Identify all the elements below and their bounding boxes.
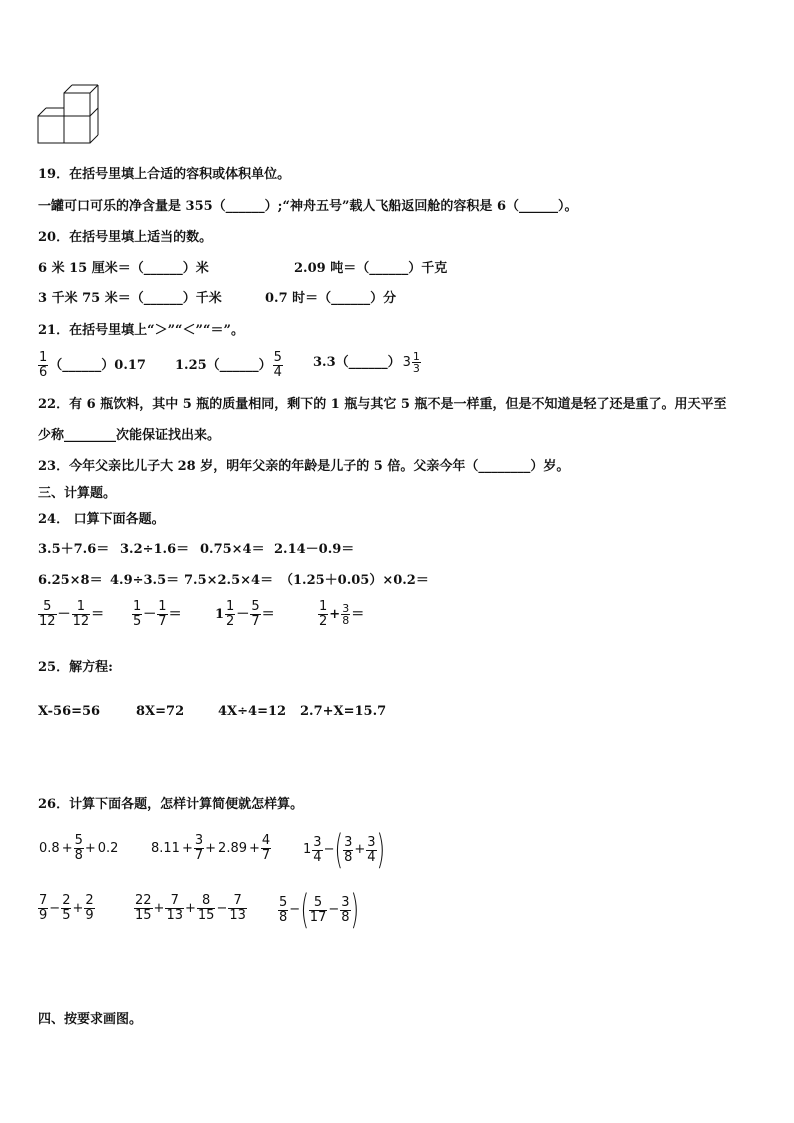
q26-title: 26．计算下面各题，怎样计算简便就怎样算。: [38, 797, 304, 812]
q20-item-b: 2.09 吨＝（______）千克: [294, 261, 448, 276]
fraction: $\frac{2}{9}$: [85, 893, 94, 923]
q26-row2: [38, 887, 758, 933]
q21-item-1: [38, 351, 147, 380]
q22-line2: 少称________次能保证找出来。: [38, 428, 221, 443]
fraction: $\frac{3}{7}$: [194, 833, 204, 863]
fraction: $\frac{7}{9}$: [39, 893, 48, 923]
q24-r2-e4: （1.25＋0.05）×0.2＝: [280, 573, 429, 588]
fraction: $\frac{1}{2}$: [226, 599, 235, 629]
cube-stack-figure: [36, 84, 104, 146]
fraction-5-4: $\frac{5}{4}$: [273, 350, 282, 380]
q19-title: 19．在括号里填上合适的容积或体积单位。: [38, 167, 291, 182]
left-paren: (: [334, 827, 344, 873]
q26-r1-e2: 8.11 + $\frac{3}{7}$ + 2.89 + $\frac{4}{7}$: [151, 833, 271, 863]
fraction: $\frac{5}{8}$: [279, 894, 288, 925]
q20-item-d: 0.7 时＝（______）分: [265, 291, 397, 306]
q21-blank-2: 1.25（______）: [175, 357, 272, 373]
section4-heading: 四、按要求画图。: [38, 1012, 143, 1027]
q24-r1-e2: 3.2÷1.6＝: [120, 542, 190, 557]
fraction: $\frac{7}{13}$: [229, 893, 246, 923]
q24-row2: [38, 572, 758, 590]
q21-blank-3: 3.3（______）: [313, 354, 401, 370]
fraction-1-6: $\frac{1}{6}$: [39, 350, 48, 380]
q24-r2-e1: 6.25×8＝: [38, 573, 103, 588]
q24-r2-e3: 7.5×2.5×4＝: [184, 573, 274, 588]
q26-r2-e1: $\frac{7}{9}$ − $\frac{2}{5}$ + $\frac{2}{9}$: [39, 893, 94, 923]
fraction: $\frac{4}{7}$: [261, 833, 271, 863]
fraction: $\frac{22}{15}$: [135, 893, 152, 923]
q20-title: 20．在括号里填上适当的数。: [38, 230, 213, 245]
q24-r3-e4: $\frac{1}{2}$ + $\frac{3}{8}$ ＝: [319, 599, 365, 629]
fraction: $\frac{3}{4}$: [313, 834, 322, 865]
q24-r1-e1: 3.5＋7.6＝: [38, 542, 110, 557]
q20-item-a: 6 米 15 厘米＝（______）米: [38, 261, 209, 276]
q24-r2-e2: 4.9÷3.5＝: [110, 573, 180, 588]
fraction: $\frac{5}{17}$: [309, 894, 327, 925]
q19-line: 一罐可口可乐的净含量是 355（______）;“神舟五号”载人飞船返回舱的容积是 6（______）。: [38, 199, 578, 214]
fraction: $\frac{1}{12}$: [72, 599, 90, 629]
fraction: $\frac{1}{5}$: [133, 599, 142, 629]
fraction: $\frac{3}{8}$: [342, 602, 350, 627]
q21-title: 21．在括号里填上“＞”“＜”“＝”。: [38, 323, 244, 338]
q21-item-3: [312, 351, 421, 374]
q25-row: [38, 703, 758, 721]
mixed-whole: 3: [402, 354, 411, 370]
q24-r3-e2: $\frac{1}{5}$ － $\frac{1}{7}$ ＝: [133, 599, 182, 629]
fraction: $\frac{5}{8}$: [74, 833, 83, 863]
fraction: $\frac{1}{2}$: [319, 599, 328, 629]
right-paren: ): [350, 887, 359, 933]
q26-r2-e2: $\frac{22}{15}$ + $\frac{7}{13}$ + $\frac{8}{15}$ − $\frac{7}{13}$: [135, 893, 246, 923]
q24-row3: [38, 600, 758, 636]
q26-row1: [38, 827, 758, 873]
q26-r2-e3: $\frac{5}{8}$ −( $\frac{5}{17}$ − $\frac{3}{8}$ ): [279, 887, 359, 933]
fraction: $\frac{8}{15}$: [197, 893, 215, 923]
q21-item-2: [174, 351, 283, 380]
q23-line: 23．今年父亲比儿子大 28 岁，明年父亲的年龄是儿子的 5 倍。父亲今年（________）岁。: [38, 459, 570, 474]
q25-eq1: X-56=56: [38, 704, 101, 719]
fraction-1-3: $\frac{1}{3}$: [412, 350, 420, 375]
q20-row2: [38, 290, 758, 308]
fraction: $\frac{5}{7}$: [251, 599, 260, 629]
fraction: $\frac{2}{5}$: [62, 893, 71, 923]
right-paren: ): [376, 827, 385, 873]
left-paren: (: [300, 887, 310, 933]
fraction: $\frac{3}{4}$: [367, 834, 376, 865]
q25-title: 25．解方程:: [38, 660, 113, 675]
fraction: $\frac{7}{13}$: [166, 893, 183, 923]
q22-line1: 22．有 6 瓶饮料，其中 5 瓶的质量相同，剩下的 1 瓶与其它 5 瓶不是一样重，但是不知道是轻了还是重了。用天平至: [38, 397, 727, 412]
q24-title: 24． 口算下面各题。: [38, 512, 165, 527]
q24-r1-e4: 2.14－0.9＝: [274, 542, 355, 557]
q25-eq2: 8X=72: [136, 704, 185, 719]
q20-item-c: 3 千米 75 米＝（______）千米: [38, 291, 222, 306]
q21-blank-1: （______）0.17: [49, 357, 146, 373]
q24-r3-e1: $\frac{5}{12}$ － $\frac{1}{12}$ ＝: [39, 599, 105, 629]
fraction: $\frac{1}{7}$: [158, 599, 167, 629]
q24-r3-e3: 1 $\frac{1}{2}$ － $\frac{5}{7}$ ＝: [215, 599, 275, 629]
q26-r1-e1: 0.8 + $\frac{5}{8}$ + 0.2: [39, 833, 119, 863]
fraction: $\frac{3}{8}$: [341, 894, 350, 925]
section3-heading: 三、计算题。: [38, 486, 117, 501]
q24-row1: [38, 541, 758, 559]
fraction: $\frac{5}{12}$: [39, 599, 56, 629]
q20-row1: [38, 260, 758, 278]
q24-r1-e3: 0.75×4＝: [200, 542, 265, 557]
q25-eq3: 4X÷4=12: [218, 704, 287, 719]
q21-row: [38, 351, 758, 385]
q25-eq4: 2.7+X=15.7: [300, 704, 387, 719]
fraction: $\frac{3}{8}$: [344, 834, 353, 865]
q26-r1-e3: 1 $\frac{3}{4}$ −( $\frac{3}{8}$ + $\frac{3}{4}$ ): [303, 827, 385, 873]
